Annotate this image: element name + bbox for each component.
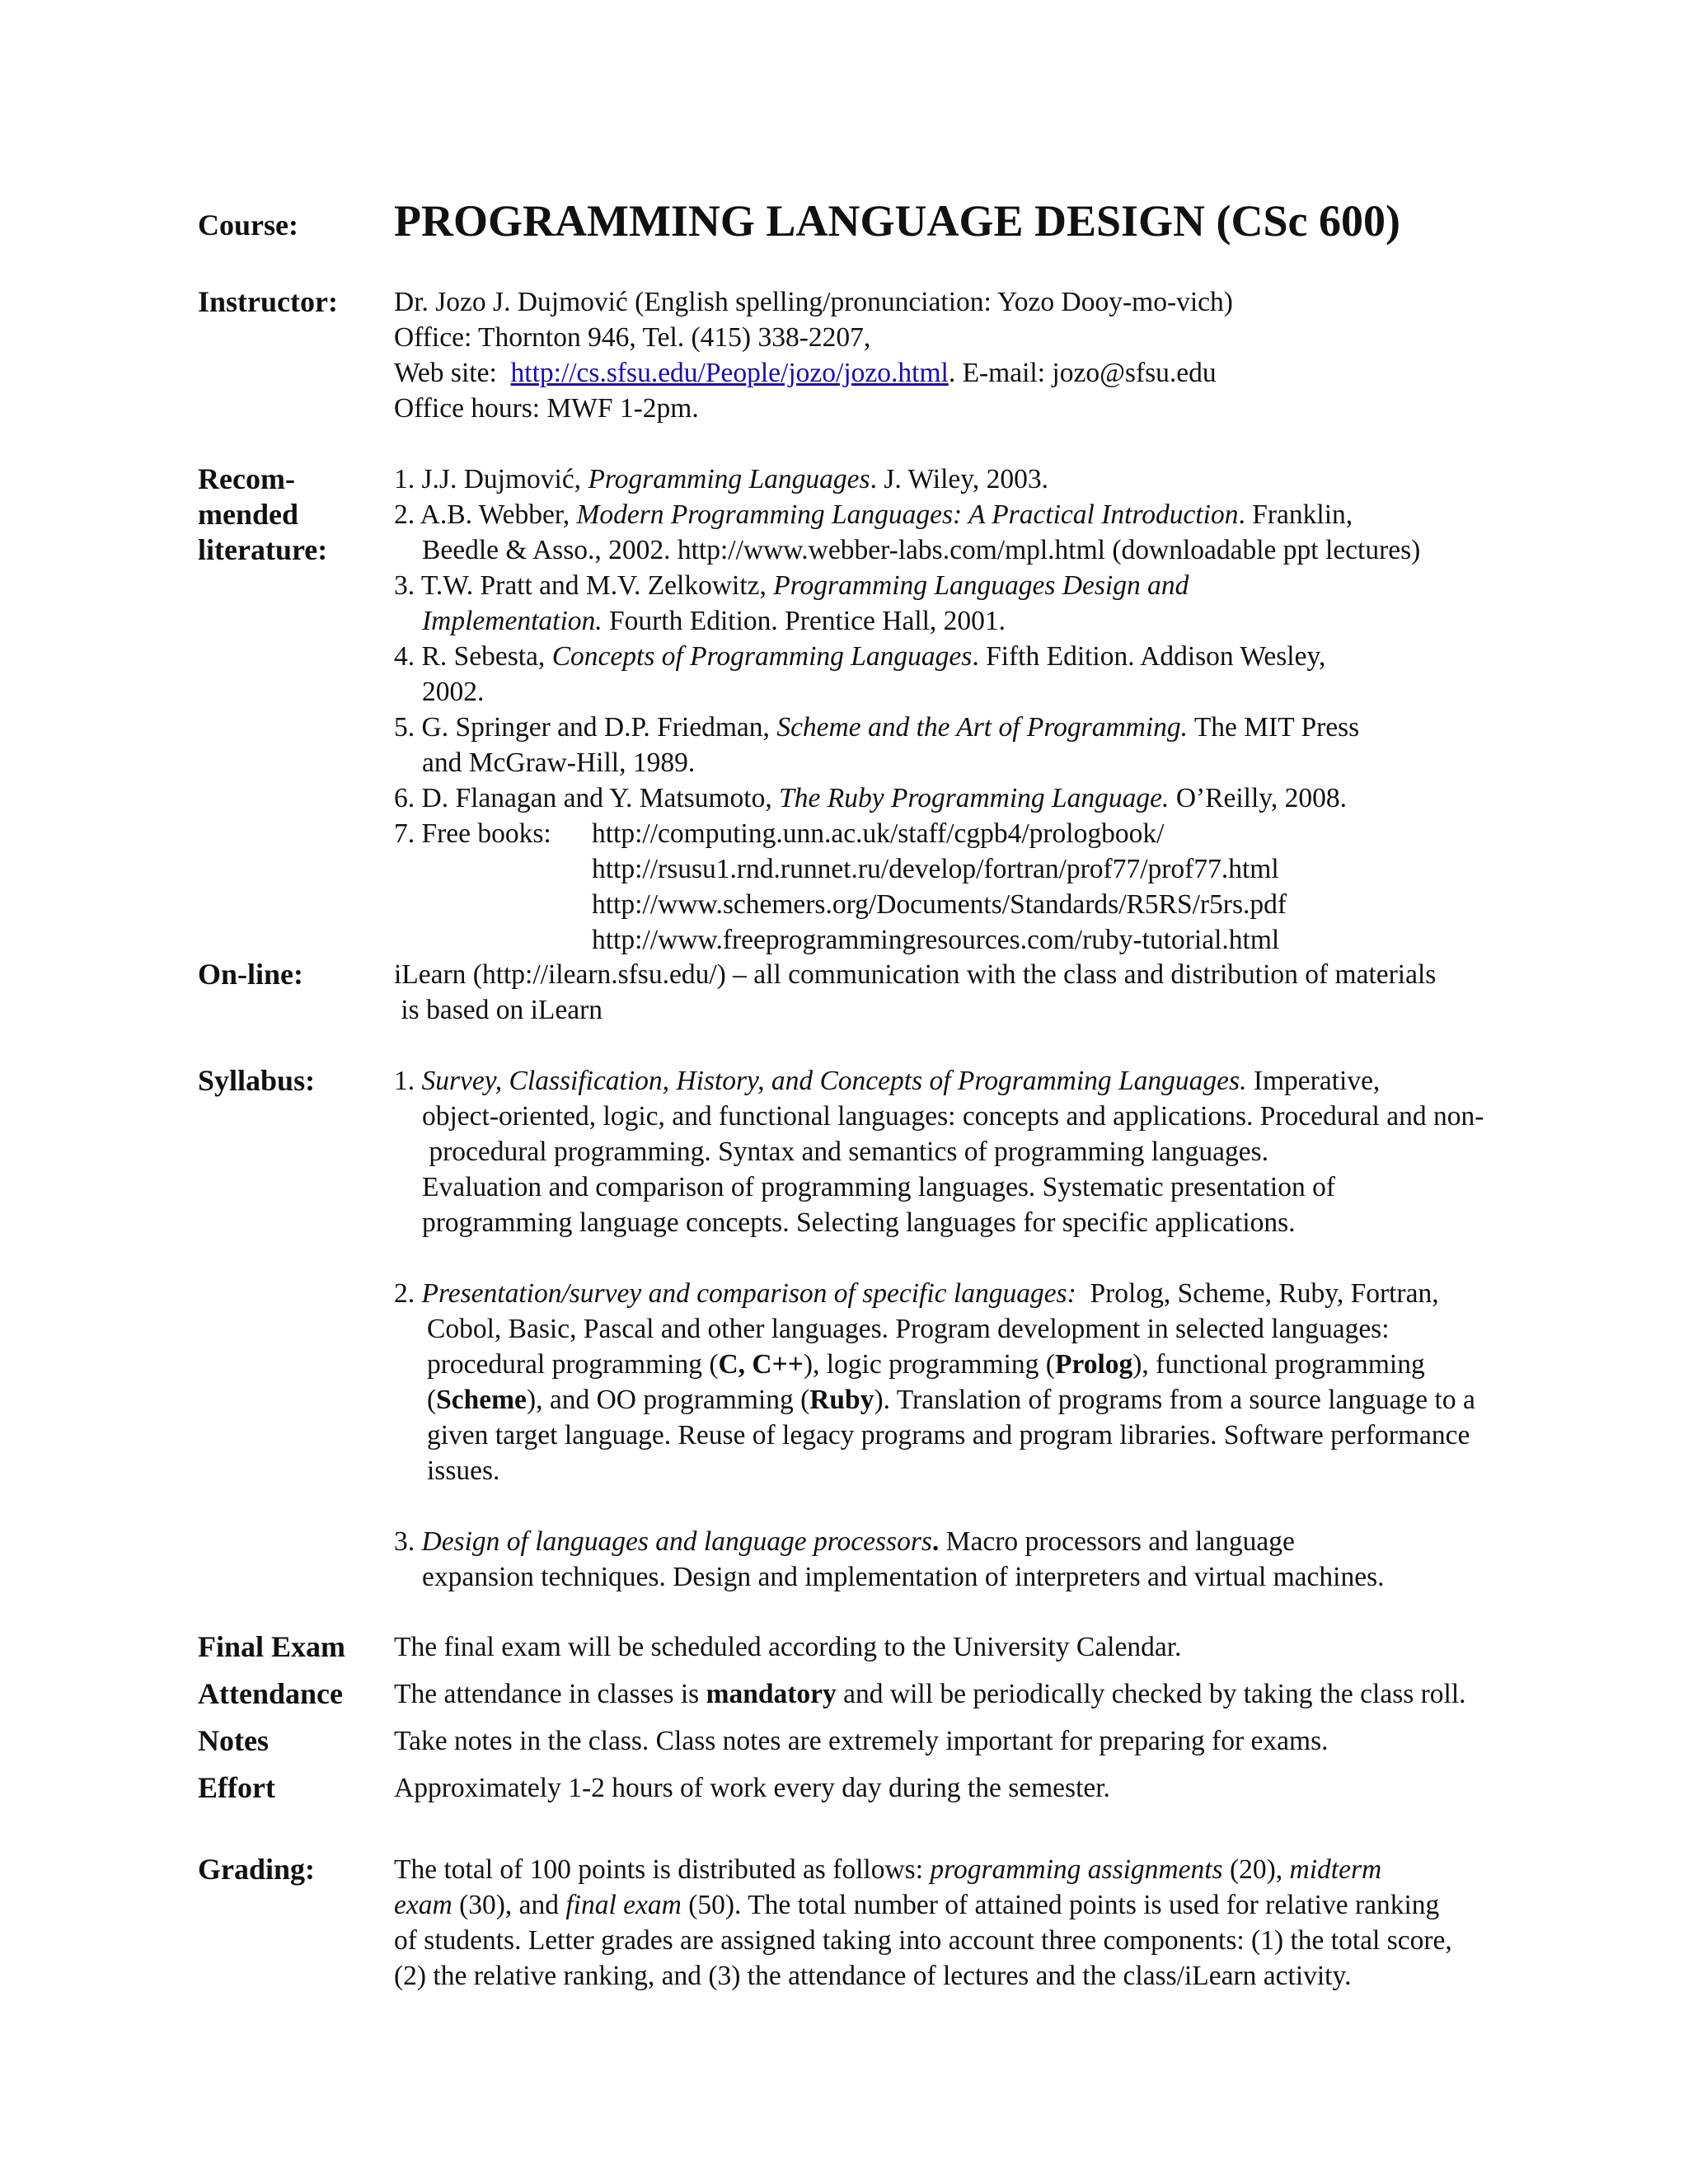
syllabus-text: ), and OO programming ( — [526, 1385, 810, 1415]
instructor-label: Instructor: — [198, 285, 338, 318]
course-label: Course: — [198, 209, 298, 241]
syllabus-item-heading — [394, 1063, 1564, 1099]
website-link[interactable]: http://cs.sfsu.edu/People/jozo/jozo.html — [510, 358, 949, 388]
lit-publisher: Fourth Edition. Prentice Hall, 2001. — [602, 606, 1006, 636]
grading-component: programming assignments — [930, 1854, 1223, 1885]
language-name: Ruby — [809, 1385, 874, 1415]
grading-component: final exam — [565, 1890, 682, 1920]
syllabus-topic: Survey, Classification, History, and Concepts of Programming Languages. — [421, 1066, 1247, 1096]
website-prefix: Web site: — [394, 358, 497, 388]
literature-label — [198, 462, 327, 568]
grading-component: exam — [394, 1890, 452, 1920]
grading-text: (50). The total number of attained points is used for relative ranking — [681, 1890, 1440, 1920]
free-book-url: http://www.freeprogrammingresources.com/ruby-tutorial.html — [592, 925, 1280, 955]
syllabus-text: ( — [427, 1385, 437, 1415]
instructor-office: Office: Thornton 946, Tel. (415) 338-2207, — [394, 322, 871, 353]
course-title: PROGRAMMING LANGUAGE DESIGN (CSc 600) — [394, 196, 1400, 246]
notes-label: Notes — [198, 1724, 269, 1757]
syllabus-text: expansion techniques. Design and implementation of interpreters and virtual machines. — [422, 1562, 1385, 1592]
office-hours: Office hours: MWF 1-2pm. — [394, 393, 699, 424]
lit-title: Concepts of Programming Languages — [551, 641, 973, 672]
effort-text: Approximately 1-2 hours of work every day during the semester. — [394, 1773, 1110, 1803]
literature-item-cont: 2002. — [422, 677, 485, 707]
syllabus-text: ), logic programming ( — [803, 1349, 1055, 1380]
lit-title: Programming Languages — [588, 464, 870, 494]
grading-line — [394, 1852, 1564, 1887]
lit-publisher: The MIT Press — [1188, 712, 1360, 743]
grading-line — [394, 1887, 1564, 1923]
lit-publisher: O’Reilly, 2008. — [1169, 783, 1347, 813]
syllabus-item-2 — [394, 1276, 1564, 1488]
literature-item — [394, 639, 1564, 674]
lit-author: 2. A.B. Webber, — [394, 499, 577, 530]
grading-block — [394, 1852, 1564, 1994]
lit-publisher: . Franklin, — [1238, 499, 1353, 530]
literature-list — [394, 462, 1564, 958]
syllabus-text: . — [931, 1526, 940, 1557]
literature-item-cont: Beedle & Asso., 2002. http://www.webber-labs.com/mpl.html (downloadable ppt lectures) — [422, 535, 1421, 565]
syllabus-item-heading — [394, 1276, 1564, 1311]
final-exam-label: Final Exam — [198, 1630, 346, 1663]
email-text: . E-mail: jozo@sfsu.edu — [948, 358, 1217, 388]
lit-author: 3. T.W. Pratt and M.V. Zelkowitz, — [394, 570, 774, 601]
syllabus-text: Imperative, — [1246, 1066, 1381, 1096]
syllabus-text: Macro processors and language — [939, 1526, 1295, 1557]
notes-text: Take notes in the class. Class notes are extremely important for preparing for exams. — [394, 1726, 1329, 1756]
attendance-mandatory: mandatory — [706, 1679, 837, 1709]
syllabus-number: 2. — [394, 1278, 422, 1309]
lit-title: The Ruby Programming Language. — [779, 783, 1170, 813]
literature-label-line: Recom- — [198, 462, 295, 495]
literature-item-cont — [394, 603, 1564, 639]
attendance-label: Attendance — [198, 1677, 343, 1710]
syllabus-label: Syllabus: — [198, 1064, 316, 1097]
literature-label-line: literature: — [198, 533, 328, 566]
syllabus-item-3 — [394, 1524, 1564, 1595]
syllabus-text: ), functional programming — [1132, 1349, 1425, 1380]
literature-label-line: mended — [198, 498, 299, 531]
language-name: C, C++ — [718, 1349, 804, 1380]
syllabus-text: ). Translation of programs from a source language to a — [874, 1385, 1475, 1415]
syllabus-text: programming language concepts. Selecting languages for specific applications. — [422, 1207, 1296, 1238]
syllabus-topic: Design of languages and language processors — [421, 1526, 932, 1557]
syllabus-text: Evaluation and comparison of programming languages. Systematic presentation of — [422, 1172, 1336, 1202]
language-name: Scheme — [436, 1385, 527, 1415]
syllabus-text: procedural programming ( — [427, 1349, 719, 1380]
literature-item — [394, 462, 1564, 497]
syllabus-topic: Presentation/survey and comparison of specific languages: — [421, 1278, 1076, 1309]
syllabus-text: Prolog, Scheme, Ruby, Fortran, — [1076, 1278, 1439, 1309]
syllabus-item-heading — [394, 1524, 1564, 1559]
literature-item-cont: and McGraw-Hill, 1989. — [422, 748, 696, 778]
free-books-label: 7. Free books: — [394, 818, 551, 849]
lit-publisher: . Fifth Edition. Addison Wesley, — [972, 641, 1326, 672]
instructor-name: Dr. Jozo J. Dujmović (English spelling/pronunciation: Yozo Dooy-mo-vich) — [394, 287, 1233, 317]
attendance-post: and will be periodically checked by taking the class roll. — [836, 1679, 1466, 1709]
grading-text: (20), — [1222, 1854, 1290, 1885]
syllabus-text: procedural programming. Syntax and semantics of programming languages. — [422, 1137, 1269, 1167]
lit-author: 1. J.J. Dujmović, — [394, 464, 588, 494]
lit-author: 4. R. Sebesta, — [394, 641, 552, 672]
syllabus-text: Cobol, Basic, Pascal and other languages. Program development in selected languages: — [427, 1314, 1390, 1344]
online-block — [394, 957, 1564, 1028]
grading-line: of students. Letter grades are assigned taking into account three components: (1) the total score, — [394, 1925, 1452, 1956]
attendance-text — [394, 1676, 1564, 1712]
lit-title: Programming Languages Design and — [773, 570, 1189, 601]
effort-label: Effort — [198, 1771, 275, 1804]
instructor-block — [394, 284, 1564, 426]
grading-text: (30), and — [452, 1890, 566, 1920]
syllabus-text: issues. — [427, 1455, 500, 1486]
attendance-pre: The attendance in classes is — [394, 1679, 706, 1709]
syllabus-item-1 — [394, 1063, 1564, 1240]
lit-author: 5. G. Springer and D.P. Friedman, — [394, 712, 777, 743]
literature-item — [394, 568, 1564, 603]
syllabus-text — [394, 1382, 1564, 1418]
literature-item — [394, 497, 1564, 532]
lit-title: Implementation. — [422, 606, 603, 636]
language-name: Prolog — [1054, 1349, 1133, 1380]
grading-label: Grading: — [198, 1853, 316, 1886]
online-line: is based on iLearn — [394, 995, 603, 1025]
instructor-web-line — [394, 355, 1564, 391]
grading-line: (2) the relative ranking, and (3) the attendance of lectures and the class/iLearn activity. — [394, 1961, 1352, 1991]
lit-publisher: . J. Wiley, 2003. — [870, 464, 1048, 494]
free-books-row — [394, 816, 1564, 851]
syllabus-text: object-oriented, logic, and functional languages: concepts and applications. Procedural and non- — [422, 1101, 1484, 1132]
lit-author: 6. D. Flanagan and Y. Matsumoto, — [394, 783, 780, 813]
syllabus-number: 1. — [394, 1066, 422, 1096]
lit-title: Modern Programming Languages: A Practical Introduction — [576, 499, 1239, 530]
grading-text: The total of 100 points is distributed as follows: — [394, 1854, 931, 1885]
literature-item — [394, 710, 1564, 745]
online-line: iLearn (http://ilearn.sfsu.edu/) – all communication with the class and distribution of materials — [394, 959, 1437, 990]
free-book-url: http://www.schemers.org/Documents/Standards/R5RS/r5rs.pdf — [592, 889, 1287, 920]
final-exam-text: The final exam will be scheduled according to the University Calendar. — [394, 1632, 1182, 1662]
online-label: On-line: — [198, 958, 304, 991]
syllabus-text: given target language. Reuse of legacy programs and program libraries. Software performance — [427, 1420, 1470, 1451]
free-book-url: http://rsusu1.rnd.runnet.ru/develop/fortran/prof77/prof77.html — [592, 854, 1279, 884]
grading-component: midterm — [1289, 1854, 1382, 1885]
literature-item — [394, 780, 1564, 816]
syllabus-text — [394, 1347, 1564, 1382]
lit-title: Scheme and the Art of Programming. — [776, 712, 1189, 743]
free-book-url: http://computing.unn.ac.uk/staff/cgpb4/prologbook/ — [592, 818, 1165, 849]
syllabus-number: 3. — [394, 1526, 422, 1557]
